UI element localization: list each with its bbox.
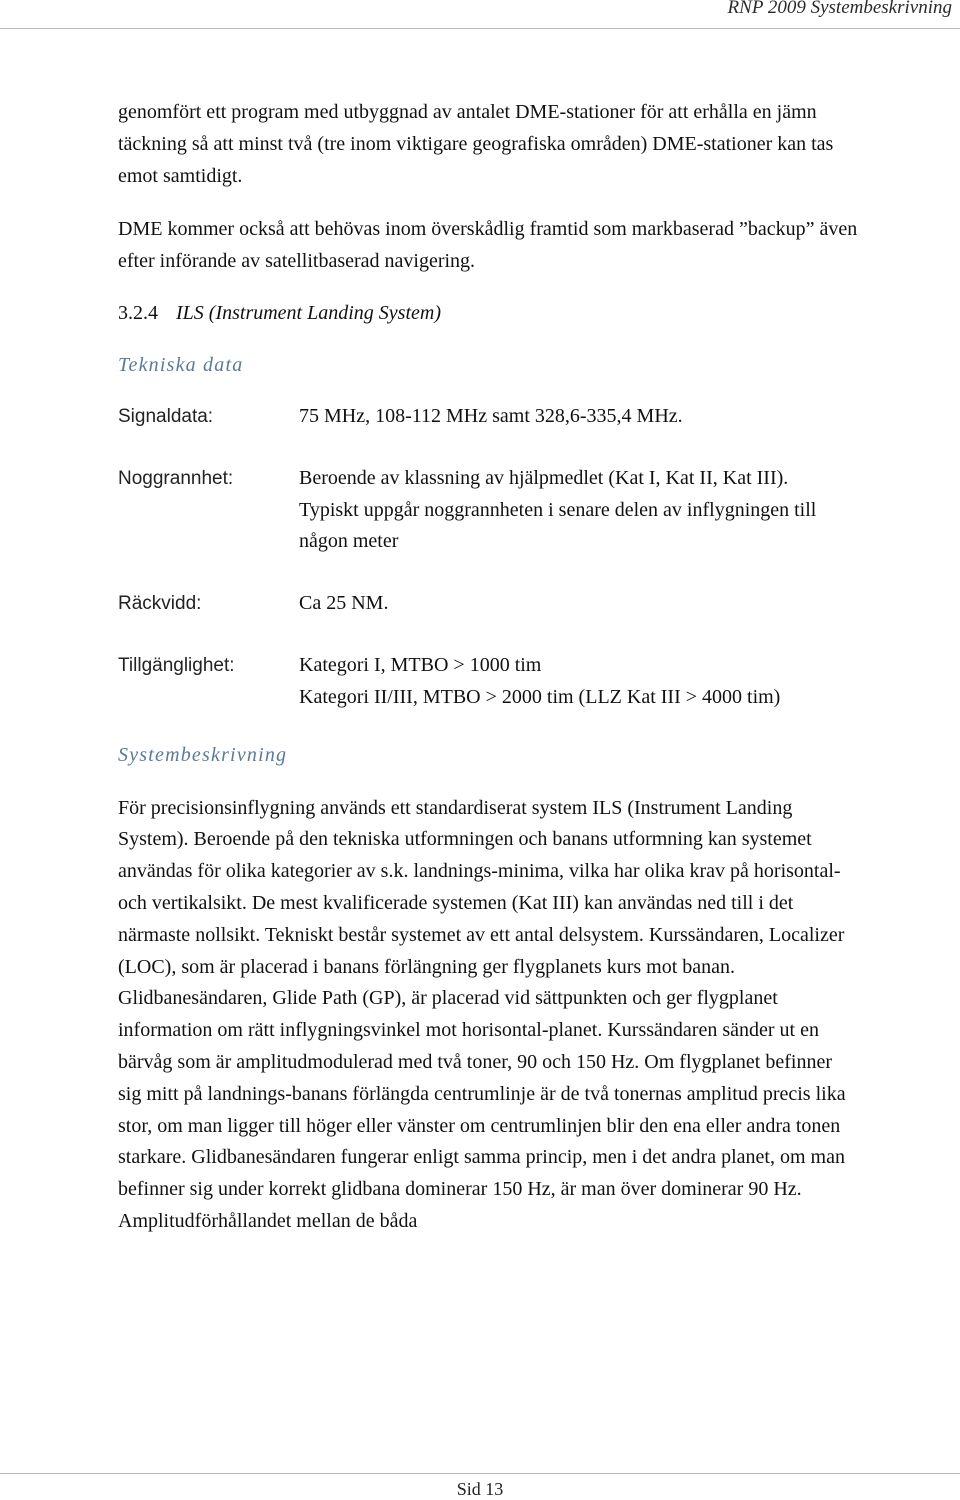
tech-value	[299, 588, 858, 620]
page-content	[118, 97, 858, 1238]
running-header: RNP 2009 Systembeskrivning	[727, 0, 952, 18]
tech-value-line: Kategori II/III, MTBO > 2000 tim (LLZ Kat III > 4000 tim)	[299, 685, 781, 708]
tech-row-signaldata	[118, 401, 858, 433]
page-number: Sid 13	[456, 1479, 504, 1499]
tech-data-heading: Tekniska data	[118, 353, 244, 376]
tech-term: Signaldata:	[118, 405, 214, 427]
tech-value	[299, 650, 858, 714]
tech-data-list	[118, 401, 858, 714]
tech-term: Noggrannhet:	[118, 467, 234, 489]
tech-row-noggrannhet	[118, 463, 858, 558]
header-rule	[0, 28, 960, 29]
section-number: 3.2.4	[118, 301, 158, 324]
system-description-paragraph: För precisionsinflygning används ett standardiserat system ILS (Instrument Landing System). Beroende på den tekniska utformningen och banans utformning kan systemet användas för olika kategorier av s.k. landnings-minima, vilka har olika krav på horisontal- och vertikalsikt. De mest kvalificerade systemen (Kat III) kan användas ned till i det närmaste nollsikt. Tekniskt består systemet av ett antal delsystem. Kurssändaren, Localizer (LOC), som är placerad i banans förlängning ger flygplanets kurs mot banan. Glidbanesändaren, Glide Path (GP), är placerad vid sättpunkten och ger flygplanet information om rätt inflygningsvinkel mot horisontal-planet. Kurssändaren sänder ut en bärvåg som är amplitudmodulerad med två toner, 90 och 150 Hz. Om flygplanet befinner sig mitt på landnings-banans förlängda centrumlinje är de två tonernas amplitud precis lika stor, om man ligger till höger eller vänster om centrumlinjen blir den ena eller andra tonen starkare. Glidbanesändaren fungerar enligt samma princip, men i det andra planet, om man befinner sig under korrekt glidbana dominerar 150 Hz, är man över dominerar 90 Hz. Amplitudförhållandet mellan de båda	[118, 796, 846, 1232]
section-heading	[118, 298, 858, 328]
tech-row-tillganglighet	[118, 650, 858, 714]
tech-row-rackvidd	[118, 588, 858, 620]
intro-paragraph-1: genomfört ett program med utbyggnad av antalet DME-stationer för att erhålla en jämn täckning så att minst två (tre inom viktigare geografiska områden) DME-stationer kan tas emot samtidigt.	[118, 101, 834, 187]
system-description-heading: Systembeskrivning	[118, 743, 288, 766]
tech-value	[299, 463, 858, 558]
intro-paragraph-2: DME kommer också att behövas inom överskådlig framtid som markbaserad ”backup” även efter införande av satellitbaserad navigering.	[118, 218, 858, 273]
tech-value-line: Beroende av klassning av hjälpmedlet (Kat I, Kat II, Kat III). Typiskt uppgår noggrannheten i senare delen av inflygningen till någon meter	[299, 466, 817, 553]
tech-value-line: Kategori I, MTBO > 1000 tim	[299, 653, 542, 676]
tech-value-line: 75 MHz, 108-112 MHz samt 328,6-335,4 MHz.	[299, 404, 683, 427]
tech-term: Tillgänglighet:	[118, 654, 235, 676]
footer-rule	[0, 1473, 960, 1474]
tech-term: Räckvidd:	[118, 593, 202, 615]
tech-value-line: Ca 25 NM.	[299, 592, 389, 615]
section-title: ILS (Instrument Landing System)	[176, 301, 441, 324]
tech-value	[299, 401, 858, 433]
